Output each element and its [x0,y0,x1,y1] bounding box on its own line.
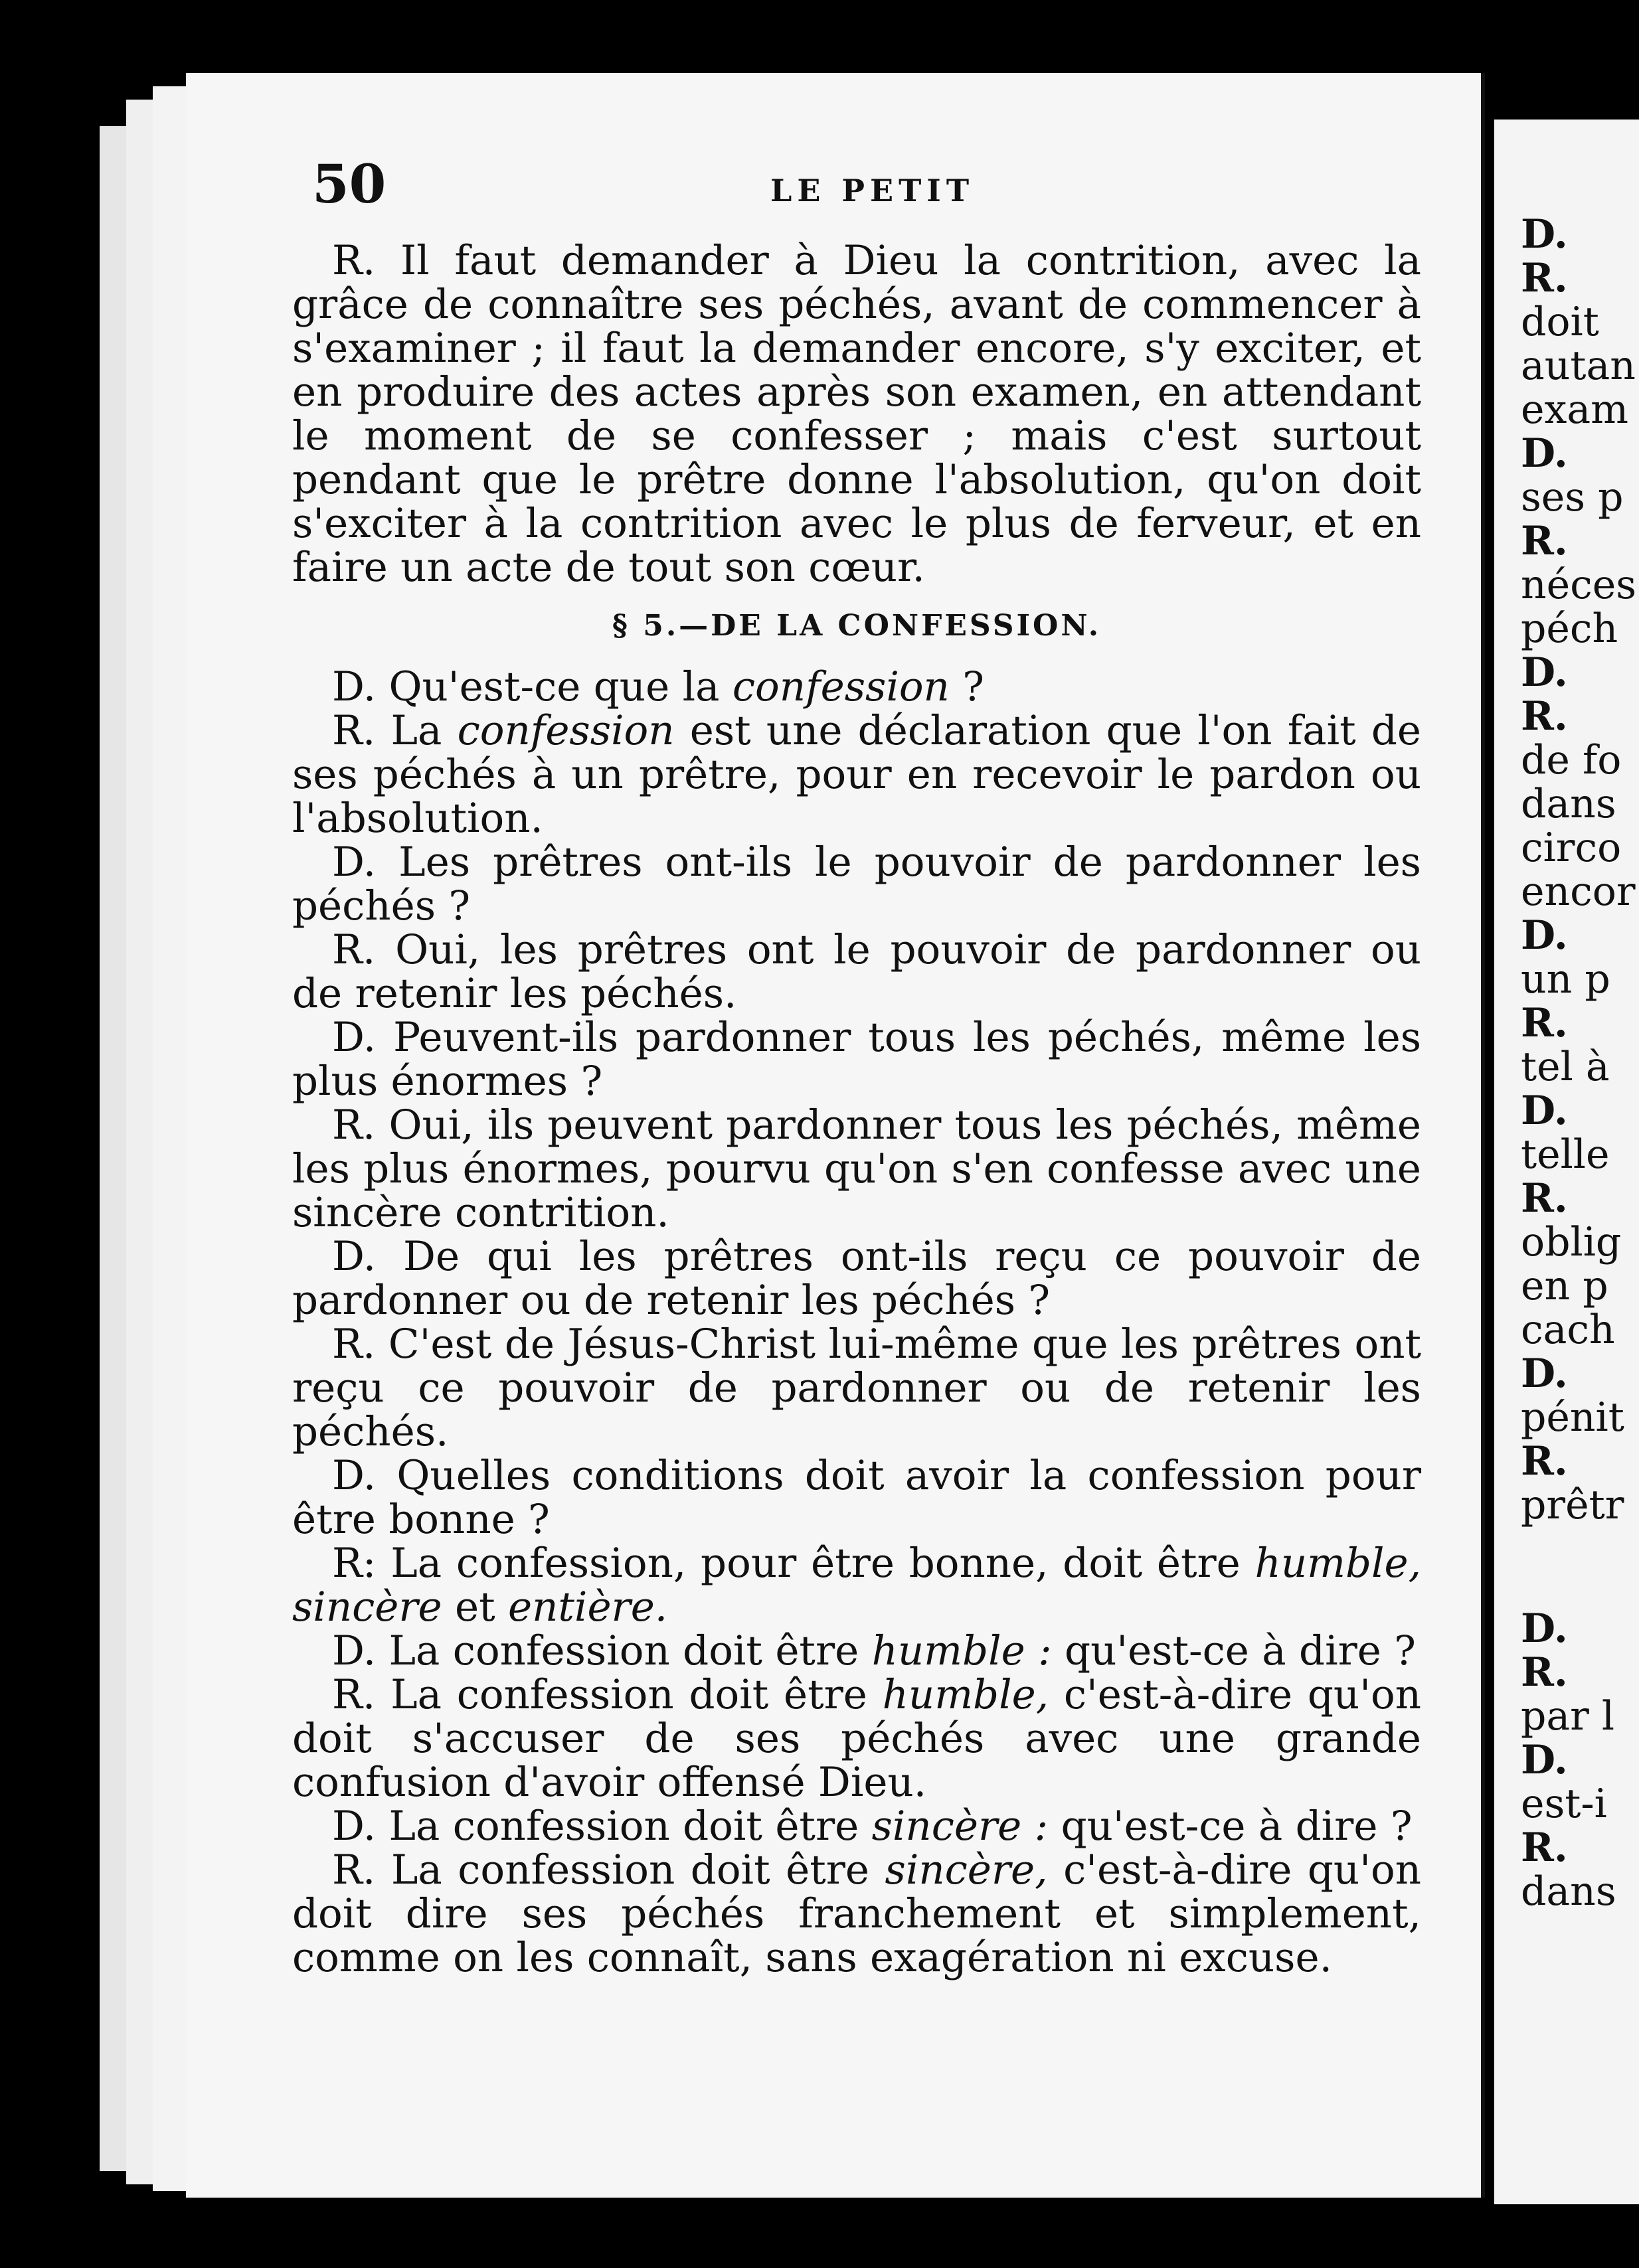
question [292,1805,1421,1848]
text-run: R. La [332,707,458,754]
right-page-line: R. [1521,1824,1568,1871]
right-page-line: R. [1521,1649,1568,1696]
right-page-line: D. [1521,912,1568,959]
text-run: R. C'est de Jésus-Christ lui-même que les prêtres ont reçu ce pouvoir de pardonner ou de retenir les péchés. [292,1321,1421,1455]
right-page-line: exam [1521,386,1629,433]
text-run: c'est-à-dire qu'on doit dire ses péchés franchement et simplement, comme on les connaît, sans exagération ni excuse. [292,1846,1421,1981]
italic-term: sincère, [885,1846,1048,1894]
right-page-line: R. [1521,518,1568,564]
right-page-line: tel à [1521,1044,1610,1090]
answer [292,1848,1421,1980]
question [292,1454,1421,1542]
right-page-line: de fo [1521,737,1622,783]
right-page-line: D. [1521,1737,1568,1783]
text-run: et [442,1583,509,1631]
right-page-line: en p [1521,1263,1608,1309]
text-run: qu'est-ce à dire ? [1051,1627,1416,1674]
right-page-line: par l [1521,1693,1615,1740]
right-page-line: doit [1521,299,1599,345]
right-page-line: R. [1521,255,1568,301]
page-number: 50 [312,153,387,215]
right-page-line: un p [1521,956,1610,1003]
question [292,1629,1421,1673]
right-page-line: cach [1521,1307,1615,1353]
italic-term: sincère : [871,1803,1049,1850]
right-page-line: D. [1521,1605,1568,1652]
question [292,841,1421,928]
paragraph: R. Il faut demander à Dieu la contrition, avec la grâce de connaître ses péchés, avant de commencer à s'examiner ; il faut la demander encore, s'y exciter, et en produire des actes après son examen, en attendant le moment de se confesser ; mais c'est surtout pendant que le prêtre donne l'absolution, qu'on doit s'exciter à la contrition avec le plus de ferveur, et en faire un acte de tout son cœur. [292,237,1421,591]
answer [292,1542,1421,1629]
right-page-line: circo [1521,825,1622,871]
right-page-line: autan [1521,343,1636,389]
text-run: R: La confession, pour être bonne, doit être [332,1540,1255,1587]
question [292,1016,1421,1103]
answer [292,1323,1421,1454]
italic-term: confession [732,663,950,710]
right-page-line: D. [1521,1088,1568,1134]
italic-term: humble : [871,1627,1052,1674]
text-run: D. Quelles conditions doit avoir la confession pour être bonne ? [292,1452,1421,1543]
italic-term: humble, sincère [292,1540,1421,1631]
text-run: D. La confession doit être [332,1803,872,1850]
page-body [292,239,1421,1980]
answer [292,709,1421,841]
answer [292,1673,1421,1805]
right-page-line: prêtr [1521,1482,1624,1528]
question [292,1235,1421,1323]
right-page-line: est-i [1521,1781,1607,1827]
right-page-fragments [1521,212,1639,1913]
text-run: est une déclaration que l'on fait de ses péchés à un prêtre, pour en recevoir le pardon ou l'absolution. [292,707,1421,842]
text-run: D. De qui les prêtres ont-ils reçu ce pouvoir de pardonner ou de retenir les péchés ? [292,1233,1421,1324]
right-page-line: D. [1521,1350,1568,1397]
right-page-line [1521,1527,1639,1607]
text-run: D. La confession doit être [332,1627,872,1674]
right-page-line: dans [1521,1868,1616,1915]
running-title: LE PETIT [770,173,975,208]
text-run: R. La confession doit être [332,1671,883,1718]
text-run: qu'est-ce à dire ? [1048,1803,1413,1850]
text-run: ? [949,663,984,710]
right-page-line: pénit [1521,1394,1624,1441]
right-page-line: R. [1521,1438,1568,1485]
right-page-line: R. [1521,1175,1568,1222]
italic-term: confession [457,707,675,754]
right-page-line: telle [1521,1131,1610,1178]
text-run: R. Oui, les prêtres ont le pouvoir de pardonner ou de retenir les péchés. [292,926,1421,1017]
right-page-line: R. [1521,693,1568,740]
right-page-line: D. [1521,649,1568,696]
answer [292,1103,1421,1235]
right-page-line: péch [1521,606,1618,652]
text-run: D. Les prêtres ont-ils le pouvoir de pardonner les péchés ? [292,839,1421,930]
italic-term: humble, [882,1671,1049,1718]
right-page-line: dans [1521,781,1616,827]
qa-list [292,665,1421,1980]
right-page-line: R. [1521,1000,1568,1046]
section-heading: § 5.—DE LA CONFESSION. [612,609,1102,643]
right-page-line: ses p [1521,474,1624,521]
left-page [186,73,1485,2198]
right-page-line: oblig [1521,1219,1622,1265]
right-page-line: D. [1521,430,1568,477]
answer [292,928,1421,1016]
text-run: D. Qu'est-ce que la [332,663,733,710]
text-run: R. Oui, ils peuvent pardonner tous les péchés, même les plus énormes, pourvu qu'on s'en confesse avec une sincère contrition. [292,1101,1421,1236]
text-run: R. La confession doit être [332,1846,885,1894]
question [292,665,1421,709]
text-run: c'est-à-dire qu'on doit s'accuser de ses péchés avec une grande confusion d'avoir offensé Dieu. [292,1671,1421,1806]
right-page-line: encor [1521,868,1636,915]
italic-term: entière. [508,1583,668,1631]
text-run: D. Peuvent-ils pardonner tous les péchés, même les plus énormes ? [292,1014,1421,1105]
right-page-line: D. [1521,211,1568,258]
right-page [1494,120,1639,2204]
right-page-line: néces [1521,562,1637,608]
